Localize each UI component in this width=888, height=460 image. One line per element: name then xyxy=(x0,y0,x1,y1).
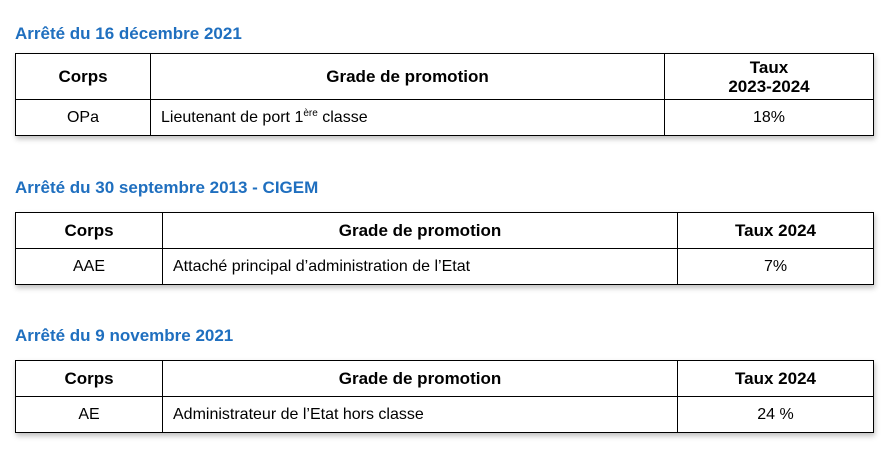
cell-corps: AAE xyxy=(16,249,163,285)
cell-taux: 24 % xyxy=(678,397,874,433)
table-header-row xyxy=(16,213,874,249)
section-title: Arrêté du 9 novembre 2021 xyxy=(15,326,234,345)
cell-taux: 7% xyxy=(678,249,874,285)
table-row xyxy=(16,100,874,136)
header-corps: Corps xyxy=(16,54,151,100)
cell-taux: 18% xyxy=(665,100,874,136)
header-corps: Corps xyxy=(16,361,163,397)
table-row xyxy=(16,249,874,285)
header-taux-line2: 2023-2024 xyxy=(728,76,810,96)
table-header-row xyxy=(16,361,874,397)
promotion-table xyxy=(15,53,874,136)
cell-corps: OPa xyxy=(16,100,151,136)
header-taux xyxy=(665,54,874,100)
cell-grade: Attaché principal d’administration de l’Etat xyxy=(163,249,678,285)
header-taux: Taux 2024 xyxy=(678,361,874,397)
header-taux: Taux 2024 xyxy=(678,213,874,249)
header-corps: Corps xyxy=(16,213,163,249)
header-grade: Grade de promotion xyxy=(151,54,665,100)
cell-grade: Administrateur de l’Etat hors classe xyxy=(163,397,678,433)
cell-grade xyxy=(151,100,665,136)
table-row xyxy=(16,397,874,433)
table-header-row xyxy=(16,54,874,100)
grade-prefix: Lieutenant de port 1 xyxy=(161,108,304,126)
section-title: Arrêté du 30 septembre 2013 - CIGEM xyxy=(15,178,319,197)
section-title: Arrêté du 16 décembre 2021 xyxy=(15,24,242,43)
grade-suffix: classe xyxy=(317,108,368,126)
promotion-table xyxy=(15,212,874,285)
header-taux-line1: Taux xyxy=(749,57,789,77)
cell-corps: AE xyxy=(16,397,163,433)
grade-superscript: ère xyxy=(303,107,318,119)
promotion-table xyxy=(15,360,874,433)
header-grade: Grade de promotion xyxy=(163,361,678,397)
header-grade: Grade de promotion xyxy=(163,213,678,249)
